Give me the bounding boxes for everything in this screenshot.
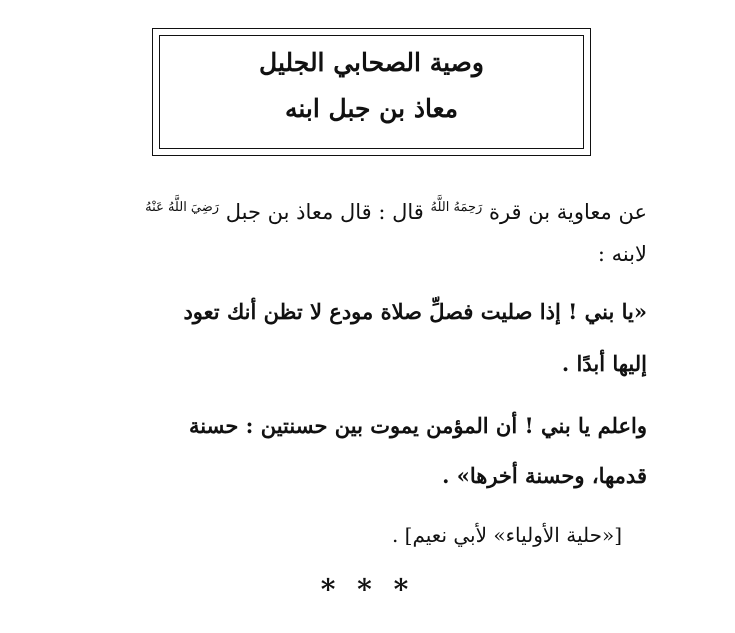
quote-line-1: «يا بني ! إذا صليت فصلِّ صلاة مودع لا تظن أنك تعود [183, 299, 647, 324]
title-line-2: معاذ بن جبل ابنه [284, 94, 459, 123]
quote-line-3: واعلم يا بني ! أن المؤمن يموت بين حسنتين : حسنة [189, 413, 647, 438]
quote-line-2: إليها أبدًا . [561, 351, 647, 376]
paragraph-1-line-2: لابنه : [597, 242, 647, 266]
paragraph-1-line-1 [145, 192, 647, 228]
narration-start: عن معاوية بن قرة [488, 200, 647, 224]
section-separator: * * * [320, 573, 415, 606]
honorific-rahimahullah: رَحِمَهُ اللَّهُ [430, 200, 483, 215]
narration-mid: قال : قال معاذ بن جبل [225, 200, 424, 224]
quote-line-4: قدمها، وحسنة أخرها» . [442, 463, 647, 488]
title-line-1: وصية الصحابي الجليل [259, 48, 484, 77]
honorific-radiallahuanhu: رَضِيَ اللَّهُ عَنْهُ [145, 200, 220, 215]
source-citation: [«حلية الأولياء» لأبي نعيم] . [391, 523, 622, 547]
title-frame [152, 28, 591, 156]
